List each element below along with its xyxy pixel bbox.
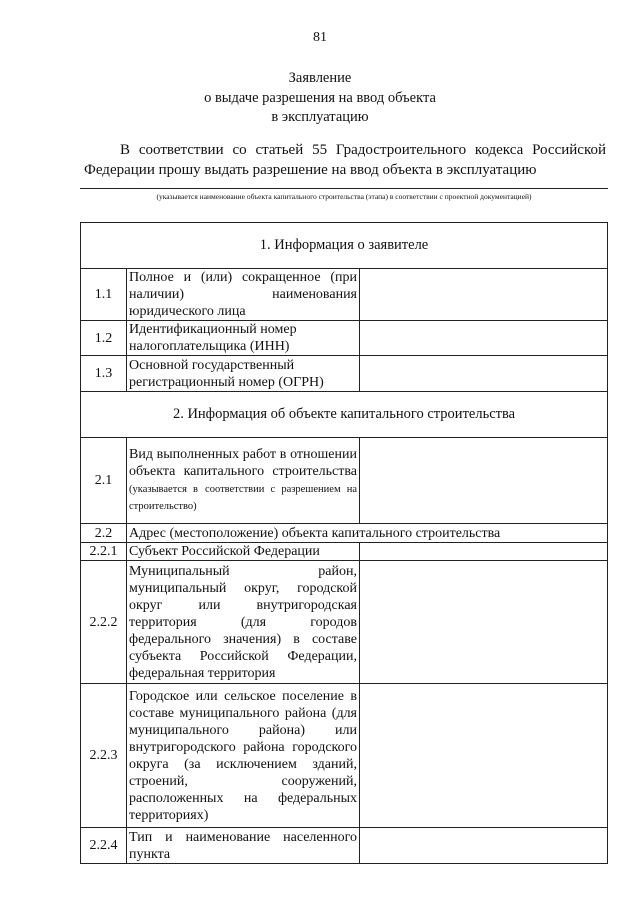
row-number: 2.1 (81, 438, 127, 524)
row-label-line: наличии) наименования (129, 287, 357, 302)
row-number: 1.3 (81, 356, 127, 392)
table-row (81, 356, 608, 392)
row-number: 2.2.4 (81, 828, 127, 864)
row-label-line: строительства (272, 464, 357, 479)
row-number: 2.2.2 (81, 561, 127, 684)
table-row (81, 561, 608, 684)
table-row (81, 524, 608, 543)
row-label (127, 561, 360, 684)
row-number: 1.2 (81, 321, 127, 356)
row-number: 1.1 (81, 269, 127, 321)
row-label-line: территориях) (129, 807, 209, 823)
row-label-line: налогоплательщика (ИНН) (129, 339, 290, 354)
row-label-line: Тип и наименование населенного (129, 829, 357, 845)
application-form-table (80, 222, 608, 864)
row-label (127, 828, 360, 864)
row-value-field[interactable] (360, 561, 608, 684)
row-label (127, 684, 360, 828)
row-label-line: Муниципальный район, (129, 563, 357, 579)
row-label (127, 356, 360, 392)
document-title-line2: о выдаче разрешения на ввод объекта (204, 90, 436, 106)
table-row (81, 828, 608, 864)
intro-text-line1: В соответствии со статьей 55 Градостроительного кодекса Российской (120, 142, 606, 158)
row-value-field[interactable] (360, 543, 608, 561)
row-label-line: расположенных на федеральных (129, 790, 357, 806)
row-label-line: регистрационный номер (ОГРН) (129, 374, 324, 390)
row-value-field[interactable] (360, 438, 608, 524)
section-header-row (81, 392, 608, 438)
row-value-field[interactable] (360, 269, 608, 321)
row-label-line: (для муниципального района) или (129, 705, 357, 738)
row-number: 2.2 (81, 524, 127, 543)
row-label-line: федерального значения) в составе (129, 631, 357, 647)
row-note: строительство) (129, 501, 197, 512)
row-label-line: Городское или сельское поселение в (129, 688, 357, 704)
table-row (81, 321, 608, 356)
section1-title: 1. Информация о заявителе (81, 223, 608, 269)
row-number: 2.2.3 (81, 684, 127, 828)
row-label-line: Вид выполненных работ в (129, 447, 287, 462)
table-row (81, 269, 608, 321)
table-row (81, 543, 608, 561)
row-number: 2.2.1 (81, 543, 127, 561)
row-label-line: внутригородского района (129, 739, 285, 755)
row-note: соответствии с разрешением на (205, 484, 358, 495)
table-row (81, 438, 608, 524)
row-label-line: территория (для городов (129, 614, 357, 630)
section-header-row (81, 223, 608, 269)
table-row (81, 684, 608, 828)
row-label-line: составе муниципального района (129, 705, 327, 721)
object-name-caption: (указывается наименование объекта капитального строительства (этапа) в соответствии с проектной документацией) (156, 192, 532, 201)
row-label-line: Полное и (или) сокращенное (при (129, 270, 357, 285)
row-label-line: округ или внутригородская (129, 597, 357, 613)
row-value-field[interactable] (360, 684, 608, 828)
intro-text-line2: Федерации прошу выдать разрешение на ввод объекта в эксплуатацию (84, 162, 537, 178)
row-label-line: пункта (129, 846, 171, 862)
row-label-line: отношении объекта капитального (129, 447, 357, 479)
row-label-line: Основной государственный (129, 357, 295, 373)
row-label: Субъект Российской Федерации (127, 543, 360, 561)
row-value-field[interactable] (360, 321, 608, 356)
row-label-line: зданий, строений, сооружений, (129, 756, 357, 789)
row-label: Адрес (местоположение) объекта капитального строительства (127, 524, 608, 543)
row-label-line: муниципальный округ, городской (129, 580, 357, 596)
row-note: (указывается в (129, 484, 199, 495)
row-value-field[interactable] (360, 828, 608, 864)
row-label-line: городского округа (за исключением (129, 739, 358, 772)
row-label-line: юридического лица (129, 304, 246, 319)
page-number: 81 (313, 30, 327, 45)
row-label (127, 321, 360, 356)
row-value-field[interactable] (360, 356, 608, 392)
object-name-blank-line (80, 188, 608, 189)
row-label-line: Идентификационный номер (129, 322, 297, 337)
row-label (127, 438, 360, 524)
row-label-line: федеральная территория (129, 665, 276, 681)
document-title-line1: Заявление (288, 70, 352, 86)
section2-title: 2. Информация об объекте капитального строительства (81, 392, 608, 438)
document-title-line3: в эксплуатацию (271, 109, 369, 125)
row-label-line: субъекта Российской Федерации, (129, 648, 357, 664)
row-label (127, 269, 360, 321)
